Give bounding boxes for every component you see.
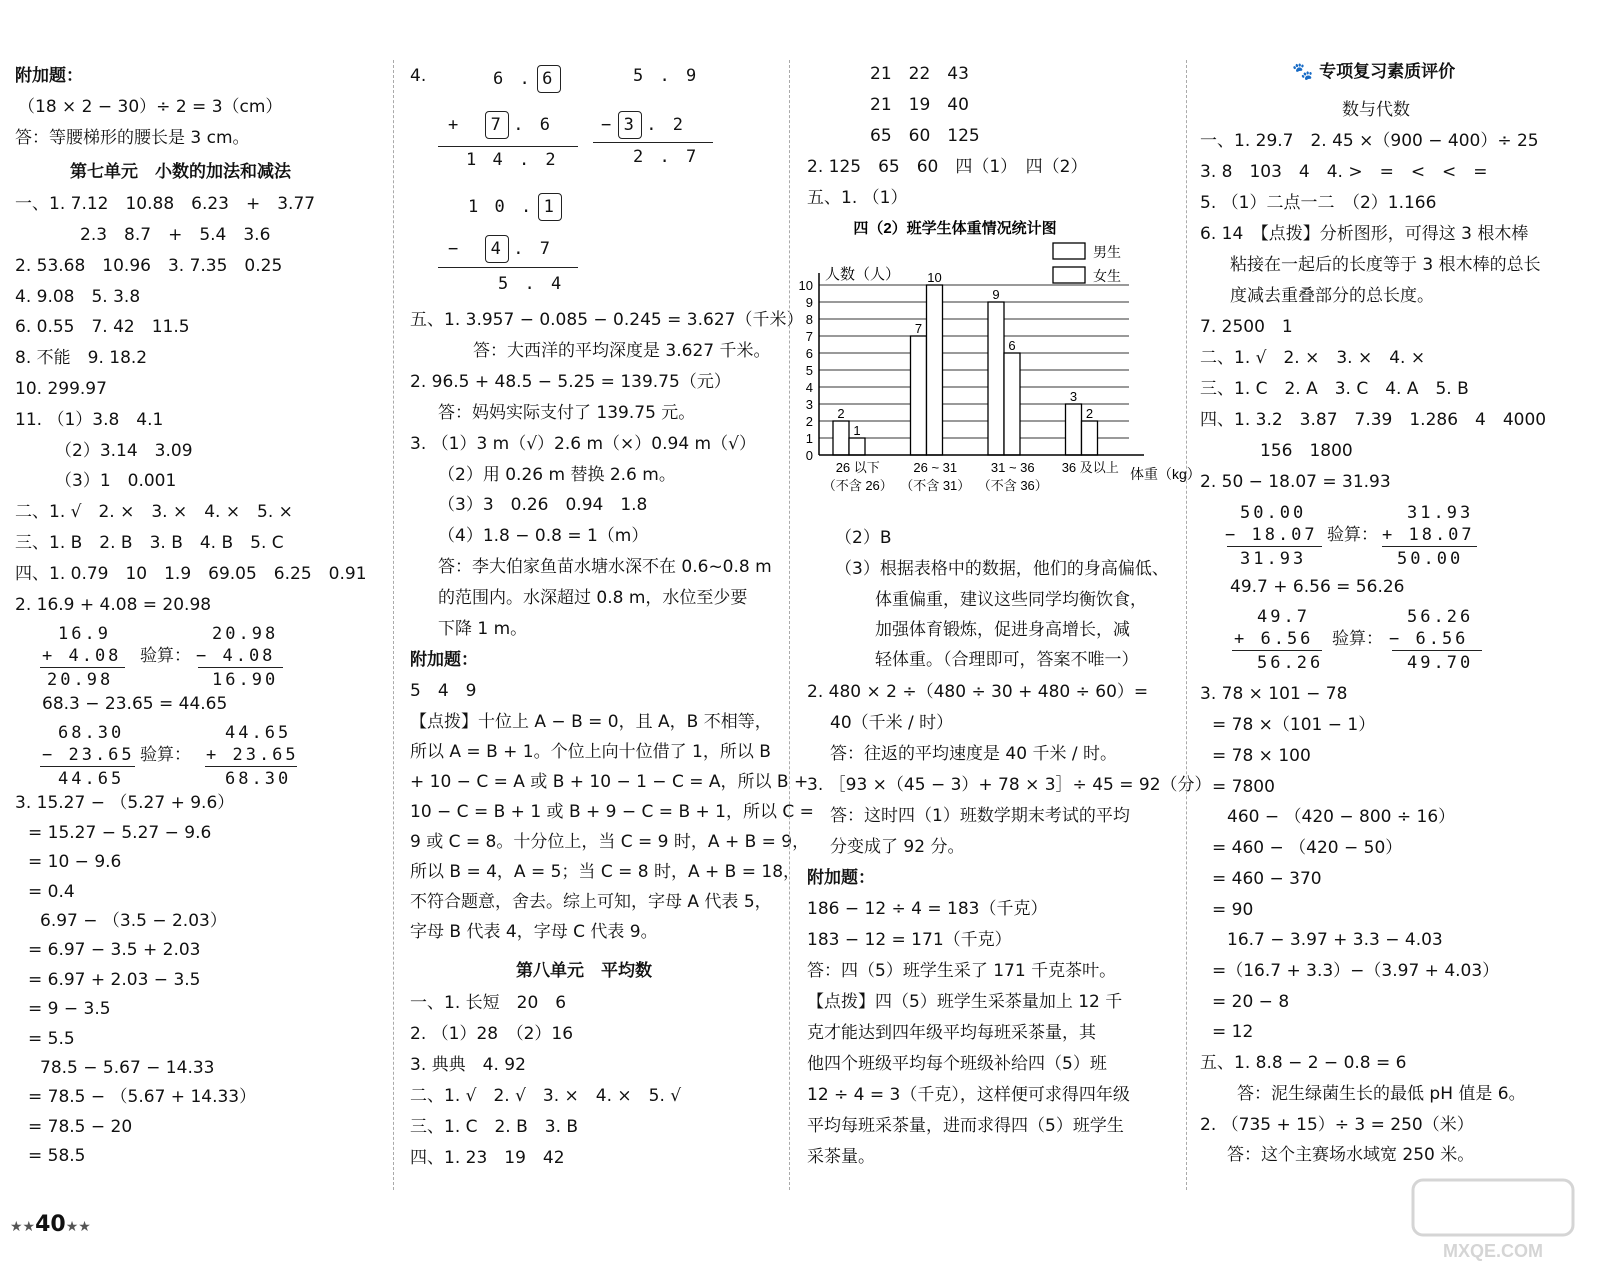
vertical-calc-rule — [205, 766, 297, 767]
hint-line: 克才能达到四年级平均每班采茶量，其 — [807, 1023, 1096, 1043]
digit-text: 1 0 . — [468, 197, 535, 217]
answer-line: （2）B — [835, 528, 892, 548]
answer-line: 460 − （420 − 800 ÷ 16） — [1227, 807, 1456, 827]
answer-line: 3. （1）3 m（√）2.6 m（×）0.94 m（√） — [410, 434, 756, 454]
answer-line: 一、1. 29.7 2. 45 ×（900 − 400）÷ 25 — [1200, 131, 1539, 151]
vertical-calc-operand: 16.9 — [58, 624, 111, 644]
extra-question-heading: 附加题： — [15, 66, 83, 86]
hint-line: 12 ÷ 4 = 3（千克），这样便可求得四年级 — [807, 1085, 1130, 1105]
vertical-calc-operand: 20.98 — [212, 624, 279, 644]
answer-box: 7 — [485, 111, 509, 139]
question-number: 4. — [410, 66, 427, 86]
answer-line: 2. （735 + 15）÷ 3 = 250（米） — [1200, 1115, 1474, 1135]
answer-line: 的范围内。水深超过 0.8 m，水位至少要 — [438, 588, 748, 608]
answer-line: 五、1. （1） — [807, 188, 908, 208]
vertical-calc-rule — [438, 267, 578, 268]
vertical-calc-result: 1 4 . 2 — [466, 150, 559, 170]
vertical-calc-rule — [438, 146, 578, 147]
answer-line: 78.5 − 5.67 − 14.33 — [40, 1058, 215, 1078]
legend-swatch — [1053, 267, 1085, 283]
answer-line: 答：四（5）班学生采了 171 千克茶叶。 — [807, 961, 1117, 981]
answer-box: 1 — [538, 193, 562, 221]
vertical-calc-operand: + 6.56 — [1234, 629, 1314, 649]
hint-line: 字母 B 代表 4，字母 C 代表 9。 — [410, 922, 658, 942]
vertical-calc-result: 5 . 4 — [498, 274, 565, 294]
answer-line: 10. 299.97 — [15, 379, 107, 399]
column-4 — [1192, 55, 1592, 1185]
answer-line: = 78 ×（101 − 1） — [1212, 715, 1376, 735]
column-separator — [393, 60, 394, 1190]
answer-line: 16.7 − 3.97 + 3.3 − 4.03 — [1227, 930, 1443, 950]
bar-boys — [1066, 404, 1082, 455]
operator: − — [601, 115, 615, 135]
column-1 — [0, 55, 385, 1185]
bar-value-label: 3 — [1069, 389, 1078, 404]
vertical-calc-operand: 31.93 — [1407, 503, 1474, 523]
answer-line: 6. 0.55 7. 42 11.5 — [15, 317, 190, 337]
hint-line: 10 − C = B + 1 或 B + 9 − C = B + 1，所以 C = — [410, 802, 814, 822]
answer-line: 四、1. 0.79 10 1.9 69.05 6.25 0.91 — [15, 564, 367, 584]
vertical-calc-result: 31.93 — [1240, 549, 1307, 569]
y-tick-label: 4 — [805, 380, 813, 395]
answer-line: 183 − 12 = 171（千克） — [807, 930, 1012, 950]
answer-line: 答：泥生绿菌生长的最低 pH 值是 6。 — [1237, 1084, 1526, 1104]
bar-girls — [927, 285, 943, 455]
vertical-calc-operand: 56.26 — [1407, 607, 1474, 627]
vertical-calc-result: 50.00 — [1397, 549, 1464, 569]
answer-line: 三、1. B 2. B 3. B 4. B 5. C — [15, 533, 284, 553]
answer-line: 2.3 8.7 + 5.4 3.6 — [80, 225, 271, 245]
answer-line: = 90 — [1212, 900, 1254, 920]
check-label: 验算： — [140, 646, 191, 666]
answer-line: 2. 16.9 + 4.08 = 20.98 — [15, 595, 212, 615]
answer-line: 答：大西洋的平均深度是 3.627 千米。 — [473, 341, 771, 361]
answer-line: = 9 − 3.5 — [28, 999, 111, 1019]
vertical-calc-rule — [1392, 650, 1482, 651]
y-tick-label: 9 — [805, 295, 813, 310]
answer-line: 49.7 + 6.56 = 56.26 — [1230, 577, 1405, 597]
answer-line: 三、1. C 2. A 3. C 4. A 5. B — [1200, 379, 1469, 399]
digit-text: . 7 — [513, 239, 553, 259]
answer-line: 2. 96.5 + 48.5 − 5.25 = 139.75（元） — [410, 372, 731, 392]
extra-question-heading: 附加题： — [410, 650, 478, 670]
star-icon: ★★ — [10, 1219, 36, 1235]
vertical-calc-result: 68.30 — [225, 769, 292, 789]
answer-line: 4. 9.08 5. 3.8 — [15, 287, 141, 307]
hint-line: 平均每班采茶量，进而求得四（5）班学生 — [807, 1116, 1124, 1136]
answer-line: 四、1. 3.2 3.87 7.39 1.286 4 4000 — [1200, 410, 1547, 430]
vertical-calc-result: 56.26 — [1257, 653, 1324, 673]
answer-line: 65 60 125 — [870, 126, 980, 146]
bar-value-label: 9 — [992, 287, 1000, 302]
vertical-calc-rule — [1232, 650, 1322, 651]
x-tick-label: 26 以下 — [835, 460, 880, 475]
answer-line: （3）3 0.26 0.94 1.8 — [438, 495, 648, 515]
bar-boys — [988, 302, 1004, 455]
vertical-calc-rule — [40, 667, 125, 668]
answer-line: = 15.27 − 5.27 − 9.6 — [28, 823, 212, 843]
vertical-calc-operand: + 18.07 — [1382, 525, 1475, 545]
answer-line: = 460 − 370 — [1212, 869, 1322, 889]
unit-heading: 第八单元 平均数 — [516, 961, 652, 981]
vertical-calc-rule — [593, 142, 713, 143]
unit-heading: 第七单元 小数的加法和减法 — [70, 162, 291, 182]
answer-line: 四、1. 23 19 42 — [410, 1148, 565, 1168]
chart-title: 四（2）班学生体重情况统计图 — [853, 220, 1057, 237]
bar-value-label: 7 — [914, 321, 923, 336]
x-tick-label: （不含 36） — [977, 478, 1048, 493]
column-2 — [398, 55, 814, 1185]
answer-line: = 6.97 − 3.5 + 2.03 — [28, 940, 201, 960]
answer-line: 186 − 12 ÷ 4 = 183（千克） — [807, 899, 1048, 919]
vertical-calc-result: 49.70 — [1407, 653, 1474, 673]
operator: + — [448, 115, 462, 135]
digit-puzzle-row — [448, 235, 553, 257]
x-tick-label: 36 及以上 — [1061, 460, 1119, 475]
answer-line: = 6.97 + 2.03 − 3.5 — [28, 970, 201, 990]
page-number-text: 40 — [35, 1212, 66, 1237]
answer-box: 6 — [537, 65, 561, 93]
answer-line: = 0.4 — [28, 882, 75, 902]
column-3 — [795, 55, 1212, 1185]
check-label: 验算： — [1332, 629, 1383, 649]
answer-line: = 10 − 9.6 — [28, 852, 122, 872]
vertical-calc-operand: − 4.08 — [196, 646, 276, 666]
answer-line: = 12 — [1212, 1022, 1254, 1042]
answer-line: 一、1. 长短 20 6 — [410, 993, 567, 1013]
watermark-text: MXQE.COM — [1442, 1241, 1544, 1261]
answer-line: 答：这个主赛场水域宽 250 米。 — [1227, 1145, 1475, 1165]
answer-line: 三、1. C 2. B 3. B — [410, 1117, 579, 1137]
hint-line: 所以 A = B + 1。个位上向十位借了 1，所以 B — [410, 742, 771, 762]
chart-axes — [799, 273, 1144, 493]
vertical-calc-result: 2 . 7 — [633, 147, 700, 167]
chart-grid — [819, 285, 1129, 438]
section-title — [1292, 61, 1455, 83]
y-tick-label: 3 — [805, 397, 813, 412]
subsection-title: 数与代数 — [1342, 100, 1410, 120]
x-tick-label: （不含 26） — [822, 478, 893, 493]
answer-line: 五、1. 3.957 − 0.085 − 0.245 = 3.627（千米） — [410, 310, 804, 330]
answer-line: 度减去重叠部分的总长度。 — [1230, 286, 1434, 306]
y-tick-label: 8 — [805, 312, 813, 327]
answer-line: 7. 2500 1 — [1200, 317, 1293, 337]
answer-line: 分变成了 92 分。 — [830, 837, 965, 857]
vertical-calc-operand: − 18.07 — [1225, 525, 1318, 545]
answer-line: 五、1. 8.8 − 2 − 0.8 = 6 — [1200, 1053, 1407, 1073]
answer-line: （2）用 0.26 m 替换 2.6 m。 — [438, 465, 676, 485]
answer-line: = 58.5 — [28, 1146, 86, 1166]
bar-boys — [911, 336, 927, 455]
vertical-calc-operand: + 4.08 — [42, 646, 122, 666]
vertical-calc-operand: − 6.56 — [1389, 629, 1469, 649]
answer-line: 答：等腰梯形的腰长是 3 cm。 — [15, 128, 250, 148]
legend-label: 男生 — [1093, 244, 1121, 260]
answer-line: （3）根据表格中的数据，他们的身高偏低、 — [835, 559, 1169, 579]
check-label: 验算： — [140, 745, 191, 765]
answer-line: 体重偏重，建议这些同学均衡饮食， — [875, 590, 1147, 610]
vertical-calc-rule — [198, 667, 283, 668]
answer-line: （3）1 0.001 — [55, 471, 177, 491]
answer-box: 4 — [485, 235, 509, 263]
vertical-calc-operand: − 23.65 — [42, 745, 135, 765]
vertical-calc-rule — [1227, 546, 1322, 547]
answer-line: 3. 15.27 − （5.27 + 9.6） — [15, 793, 235, 813]
vertical-calc-operand: + 23.65 — [206, 745, 299, 765]
bar-girls — [849, 438, 865, 455]
vertical-calc-operand: 49.7 — [1257, 607, 1310, 627]
answer-line: 8. 不能 9. 18.2 — [15, 348, 148, 368]
vertical-calc-result: 20.98 — [47, 670, 114, 690]
digit-puzzle-row — [468, 193, 566, 215]
answer-line: 68.3 − 23.65 = 44.65 — [42, 694, 228, 714]
answer-line: 二、1. √ 2. × 3. × 4. × — [1200, 348, 1426, 368]
answer-line: 6.97 − （3.5 − 2.03） — [40, 911, 227, 931]
answer-line: = 7800 — [1212, 777, 1275, 797]
vertical-calc-rule — [40, 766, 135, 767]
hint-line: 9 或 C = 8。十分位上，当 C = 9 时，A + B = 9， — [410, 832, 810, 852]
answer-line: 3. 78 × 101 − 78 — [1200, 684, 1348, 704]
bar-boys — [833, 421, 849, 455]
answer-line: 2. （1）28 （2）16 — [410, 1024, 574, 1044]
column-separator — [789, 60, 790, 1190]
answer-line: = 460 − （420 − 50） — [1212, 838, 1403, 858]
x-tick-label: 31 ~ 36 — [990, 460, 1035, 475]
y-tick-label: 7 — [805, 329, 813, 344]
paw-icon: 🐾 — [1292, 62, 1314, 82]
answer-line: 下降 1 m。 — [438, 619, 528, 639]
answer-line: = 78.5 − （5.67 + 14.33） — [28, 1087, 257, 1107]
answer-line: 3. 8 103 4 4. > = < < = — [1200, 162, 1488, 182]
y-tick-label: 6 — [805, 346, 813, 361]
digit-puzzle-row — [493, 65, 565, 87]
extra-question-heading: 附加题： — [807, 868, 875, 888]
answer-line: = 5.5 — [28, 1029, 75, 1049]
y-tick-label: 2 — [805, 414, 813, 429]
weight-bar-chart — [795, 215, 1201, 515]
watermark-logo — [1408, 1175, 1578, 1265]
answer-line: = 20 − 8 — [1212, 992, 1290, 1012]
vertical-calc-result: 16.90 — [212, 670, 279, 690]
digit-puzzle-row: 5 . 9 — [633, 66, 700, 86]
star-icon: ★★ — [65, 1219, 91, 1235]
bar-value-label: 2 — [837, 406, 845, 421]
answer-line: 5 4 9 — [410, 681, 477, 701]
digit-puzzle-row — [601, 111, 686, 133]
vertical-calc-operand: 44.65 — [225, 723, 292, 743]
answer-line: 2. 53.68 10.96 3. 7.35 0.25 — [15, 256, 283, 276]
hint-line: 采茶量。 — [807, 1147, 875, 1167]
y-tick-label: 10 — [798, 278, 813, 293]
answer-line: 2. 50 − 18.07 = 31.93 — [1200, 472, 1391, 492]
answer-line: 答：妈妈实际支付了 139.75 元。 — [438, 403, 696, 423]
hint-line: + 10 − C = A 或 B + 10 − 1 − C = A，所以 B + — [410, 772, 809, 792]
answer-box: 3 — [618, 111, 642, 139]
legend-swatch — [1053, 243, 1085, 259]
answer-line: 21 19 40 — [870, 95, 969, 115]
answer-line: 5. （1）二点一二 （2）1.166 — [1200, 193, 1437, 213]
hint-line: 【点拨】十位上 A − B = 0，且 A，B 不相等， — [410, 712, 772, 732]
column-separator — [1186, 60, 1187, 1190]
bar-value-label: 6 — [1008, 338, 1016, 353]
answer-line: （18 × 2 − 30）÷ 2 = 3（cm） — [18, 97, 283, 117]
hint-line: 【点拨】四（5）班学生采茶量加上 12 千 — [807, 992, 1123, 1012]
answer-line: 一、1. 7.12 10.88 6.23 + 3.77 — [15, 194, 316, 214]
x-tick-label: （不含 31） — [900, 478, 971, 493]
answer-line: 二、1. √ 2. × 3. × 4. × 5. × — [15, 502, 293, 522]
y-tick-label: 5 — [805, 363, 813, 378]
x-axis-label: 体重（kg） — [1130, 466, 1201, 482]
section-title-text: 专项复习素质评价 — [1319, 62, 1456, 82]
bar-girls — [1004, 353, 1020, 455]
operator: − — [448, 239, 462, 259]
answer-line: 答：往返的平均速度是 40 千米 / 时。 — [830, 744, 1117, 764]
digit-text: . 6 — [513, 115, 553, 135]
answer-line: 2. 125 65 60 四（1） 四（2） — [807, 157, 1088, 177]
check-label: 验算： — [1327, 525, 1378, 545]
bar-value-label: 1 — [853, 423, 861, 438]
vertical-calc-operand: 68.30 — [58, 723, 125, 743]
answer-line: 粘接在一起后的长度等于 3 根木棒的总长 — [1230, 255, 1541, 275]
answer-line: 3. ［93 ×（45 − 3）+ 78 × 3］÷ 45 = 92（分） — [807, 775, 1212, 795]
answer-line: （2）3.14 3.09 — [55, 441, 193, 461]
digit-text: . 2 — [646, 115, 686, 135]
vertical-calc-rule — [1382, 546, 1477, 547]
vertical-calc-result: 44.65 — [58, 769, 125, 789]
digit-puzzle-row — [448, 111, 553, 133]
answer-line: =（16.7 + 3.3）−（3.97 + 4.03） — [1212, 961, 1500, 981]
chart-legend — [1053, 243, 1121, 284]
answer-line: 21 22 43 — [870, 64, 969, 84]
hint-line: 不符合题意，舍去。综上可知，字母 A 代表 5， — [410, 892, 772, 912]
answer-line: 6. 14 【点拨】分析图形，可得这 3 根木棒 — [1200, 224, 1529, 244]
chart-bars — [833, 270, 1098, 455]
bar-value-label: 10 — [927, 270, 942, 285]
y-tick-label: 0 — [805, 448, 813, 463]
bar-girls — [1082, 421, 1098, 455]
answer-line: 11. （1）3.8 4.1 — [15, 410, 164, 430]
answer-line: 156 1800 — [1260, 441, 1353, 461]
answer-line: = 78 × 100 — [1212, 746, 1311, 766]
x-tick-label: 26 ~ 31 — [913, 460, 958, 475]
answer-line: （4）1.8 − 0.8 = 1（m） — [438, 526, 649, 546]
page-number — [10, 1212, 91, 1237]
digit-text: 6 . — [493, 69, 533, 89]
vertical-calc-operand: 50.00 — [1240, 503, 1307, 523]
answer-line: 答：这时四（1）班数学期末考试的平均 — [830, 806, 1130, 826]
hint-line: 他四个班级平均每个班级补给四（5）班 — [807, 1054, 1107, 1074]
bar-value-label: 2 — [1085, 406, 1094, 421]
answer-line: 轻体重。（合理即可，答案不唯一） — [875, 650, 1139, 670]
answer-line: = 78.5 − 20 — [28, 1117, 133, 1137]
y-tick-label: 1 — [805, 431, 813, 446]
hint-line: 所以 B = 4，A = 5；当 C = 8 时，A + B = 18， — [410, 862, 801, 882]
answer-line: 40（千米 / 时） — [830, 713, 954, 733]
y-axis-label: 人数（人） — [825, 266, 901, 283]
legend-label: 女生 — [1093, 268, 1121, 284]
answer-line: 加强体育锻炼，促进身高增长，减 — [875, 620, 1130, 640]
answer-line: 2. 480 × 2 ÷（480 ÷ 30 + 480 ÷ 60）= — [807, 682, 1149, 702]
answer-line: 答：李大伯家鱼苗水塘水深不在 0.6~0.8 m — [438, 557, 772, 577]
answer-line: 3. 典典 4. 92 — [410, 1055, 526, 1075]
answer-line: 二、1. √ 2. √ 3. × 4. × 5. √ — [410, 1086, 682, 1106]
